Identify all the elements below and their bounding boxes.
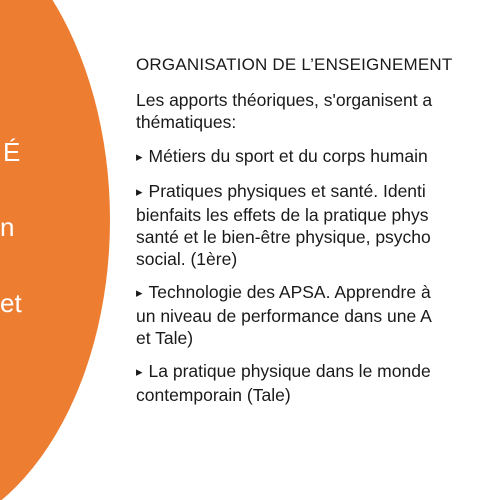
circle-text-fragment: et bbox=[0, 288, 22, 318]
bullet-item-modern-world bbox=[136, 360, 500, 406]
bullet-line: ▸ Technologie des APSA. Apprendre à bbox=[136, 282, 431, 302]
bullet-item-health bbox=[136, 180, 500, 270]
bullet-line: ▸ Métiers du sport et du corps humain bbox=[136, 146, 428, 166]
slide-heading: ORGANISATION DE L’ENSEIGNEMENT bbox=[136, 55, 453, 74]
bullet-line: santé et le bien-être physique, psycho bbox=[136, 227, 431, 247]
bullet-line: un niveau de performance dans une A bbox=[136, 306, 432, 326]
bullet-line: bienfaits les effets de la pratique phys bbox=[136, 205, 429, 225]
bullet-arrow-icon: ▸ bbox=[136, 184, 143, 199]
bullet-line: social. (1ère) bbox=[136, 249, 238, 269]
bullet-arrow-icon: ▸ bbox=[136, 149, 143, 164]
bullet-line: ▸ La pratique physique dans le monde bbox=[136, 361, 431, 381]
bullet-arrow-icon: ▸ bbox=[136, 285, 143, 300]
bullet-list bbox=[136, 145, 500, 406]
circle-text-fragment: n bbox=[0, 212, 15, 242]
intro-line: thématiques: bbox=[136, 112, 237, 132]
circle-text-fragment: É bbox=[3, 137, 21, 167]
bullet-line: et Tale) bbox=[136, 328, 194, 348]
intro-line: Les apports théoriques, s'organisent a bbox=[136, 90, 433, 110]
bullet-line: ▸ Pratiques physiques et santé. Identi bbox=[136, 181, 426, 201]
bullet-line: contemporain (Tale) bbox=[136, 385, 291, 405]
bullet-item-technology bbox=[136, 281, 500, 349]
bullet-arrow-icon: ▸ bbox=[136, 364, 143, 379]
bullet-item-careers bbox=[136, 145, 500, 169]
orange-circle-shape bbox=[0, 0, 110, 500]
intro-text bbox=[136, 89, 500, 133]
slide-content bbox=[136, 55, 500, 417]
